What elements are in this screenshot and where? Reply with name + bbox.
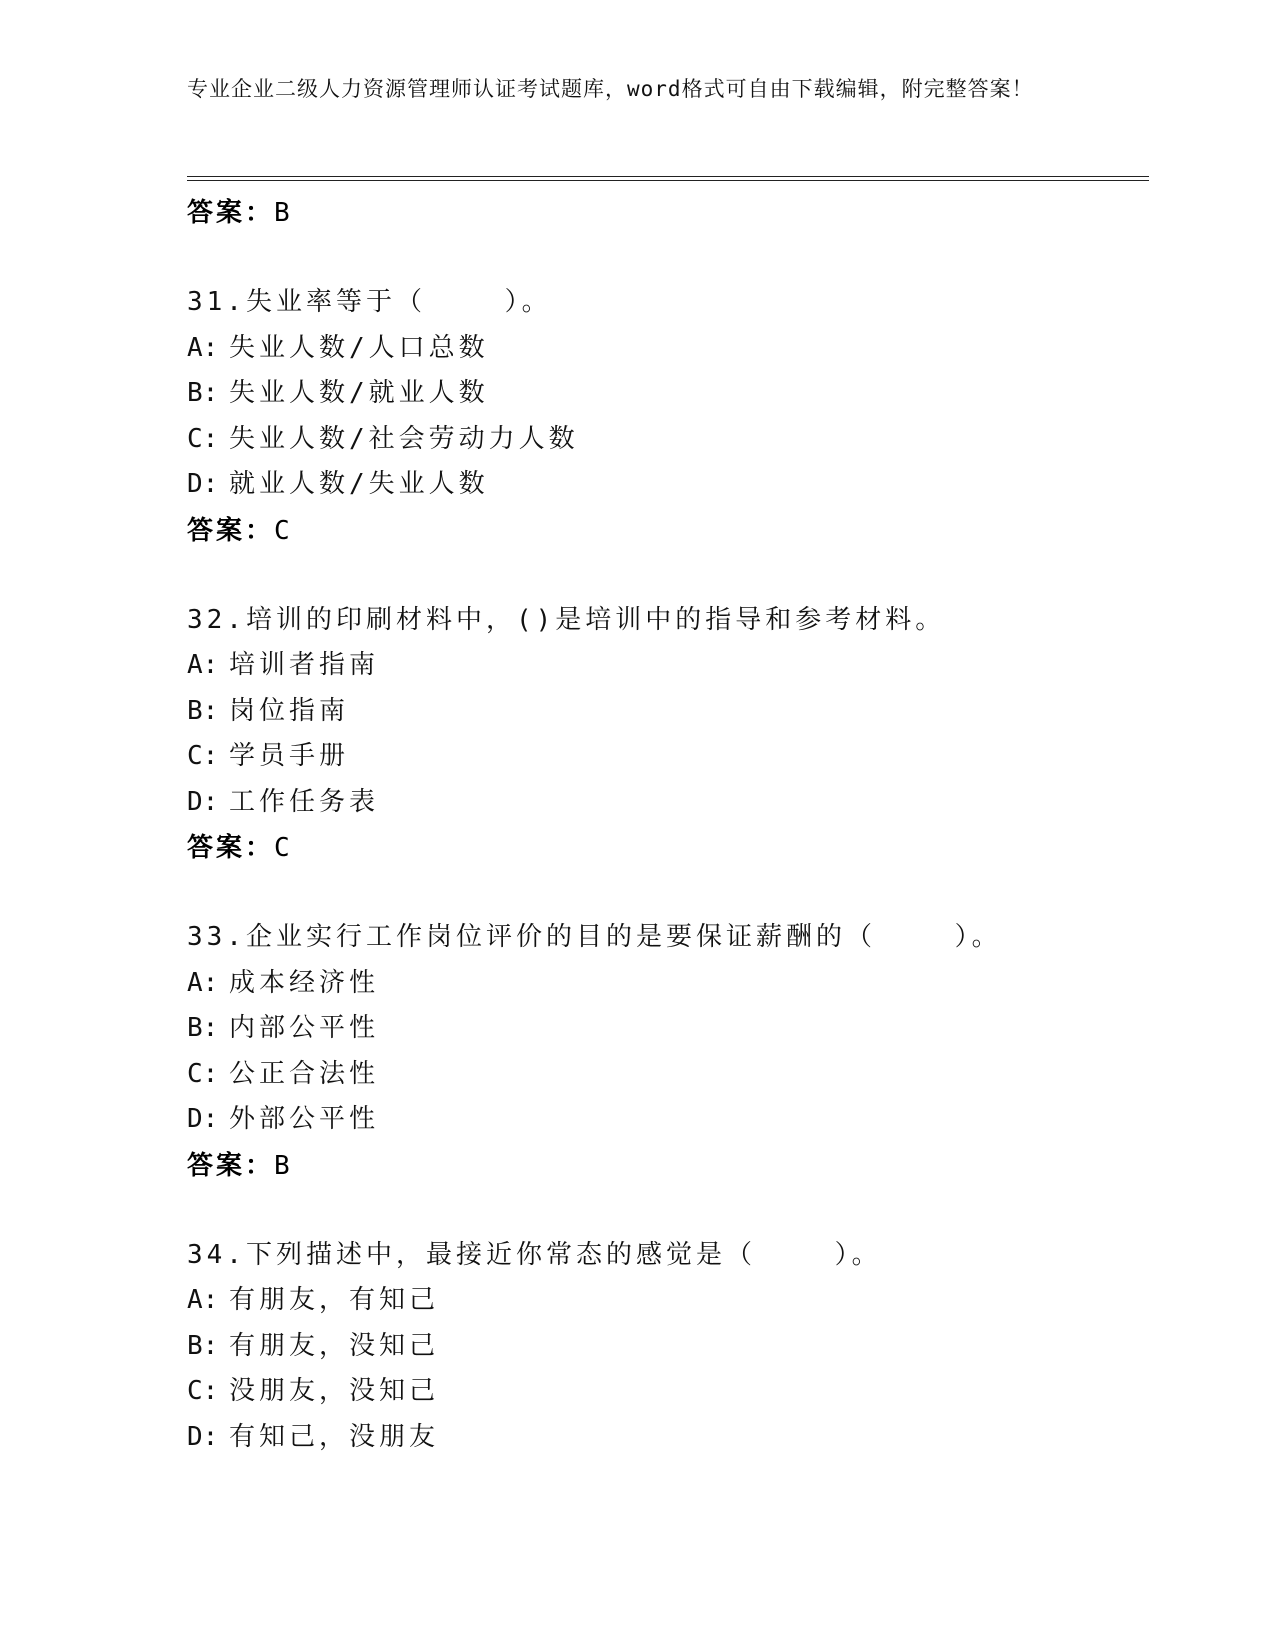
question-32 [187,598,1147,872]
option-letter: C: [187,1058,219,1089]
option-letter: A: [187,332,219,363]
option-c [187,417,1147,463]
option-text: 培训者指南 [229,650,380,680]
question-31 [187,280,1147,554]
option-letter: D: [187,1421,219,1452]
option-d [187,1097,1147,1143]
option-letter: A: [187,1285,219,1315]
option-a [187,643,1147,689]
option-text: 没朋友，没知己 [229,1376,440,1406]
option-letter: C: [187,1376,219,1406]
option-text: 学员手册 [229,741,350,771]
option-c [187,1369,1147,1415]
option-letter: D: [187,786,219,817]
option-text: 有朋友，有知己 [229,1285,440,1315]
option-text: 外部公平性 [229,1104,380,1134]
question-stem: 34.下列描述中，最接近你常态的感觉是（ ）。 [187,1239,882,1270]
header-divider [187,176,1149,181]
option-c [187,1052,1147,1098]
answer-label: 答案： [187,1150,275,1181]
option-b [187,1006,1147,1052]
answer-line [187,190,1147,236]
answer-label: 答案： [187,833,275,863]
answer-value: C [274,515,292,546]
answer-value: B [274,198,292,228]
question-34 [187,1233,1147,1461]
option-d [187,780,1147,826]
option-b [187,1324,1147,1370]
option-text: 失业人数/人口总数 [229,332,489,363]
option-d [187,1415,1147,1461]
answer-label: 答案： [187,515,275,546]
question-stem: 33.企业实行工作岗位评价的目的是要保证薪酬的（ ）。 [187,922,1002,952]
page-header: 专业企业二级人力资源管理师认证考试题库，word格式可自由下载编辑，附完整答案！ [187,77,1034,101]
answer-value: C [274,833,292,863]
option-letter: C: [187,423,219,454]
option-text: 工作任务表 [229,786,380,817]
option-a [187,961,1147,1007]
option-letter: A: [187,650,219,680]
question-stem: 32.培训的印刷材料中，()是培训中的指导和参考材料。 [187,604,946,635]
option-letter: B: [187,1013,219,1043]
option-text: 成本经济性 [229,967,380,998]
option-c [187,734,1147,780]
option-a [187,1278,1147,1324]
answer-line [187,825,1147,871]
question-33 [187,915,1147,1189]
option-letter: D: [187,1104,219,1134]
option-text: 有朋友，没知己 [229,1330,440,1361]
answer-line [187,1143,1147,1189]
option-text: 岗位指南 [229,695,350,726]
option-letter: B: [187,695,219,726]
option-text: 失业人数/就业人数 [229,378,489,408]
option-letter: C: [187,741,219,771]
option-text: 公正合法性 [229,1058,380,1089]
option-letter: A: [187,967,219,998]
question-stem: 31.失业率等于（ ）。 [187,287,552,317]
option-b [187,371,1147,417]
option-text: 内部公平性 [229,1013,380,1043]
option-letter: B: [187,1330,219,1361]
option-a [187,326,1147,372]
answer-line [187,508,1147,554]
option-b [187,689,1147,735]
option-text: 有知己，没朋友 [229,1421,440,1452]
option-d [187,462,1147,508]
question-list [187,190,1147,1460]
answer-value: B [274,1150,292,1181]
option-letter: D: [187,469,219,499]
option-letter: B: [187,378,219,408]
option-text: 失业人数/社会劳动力人数 [229,423,579,454]
option-text: 就业人数/失业人数 [229,469,489,499]
answer-label: 答案： [187,198,275,228]
